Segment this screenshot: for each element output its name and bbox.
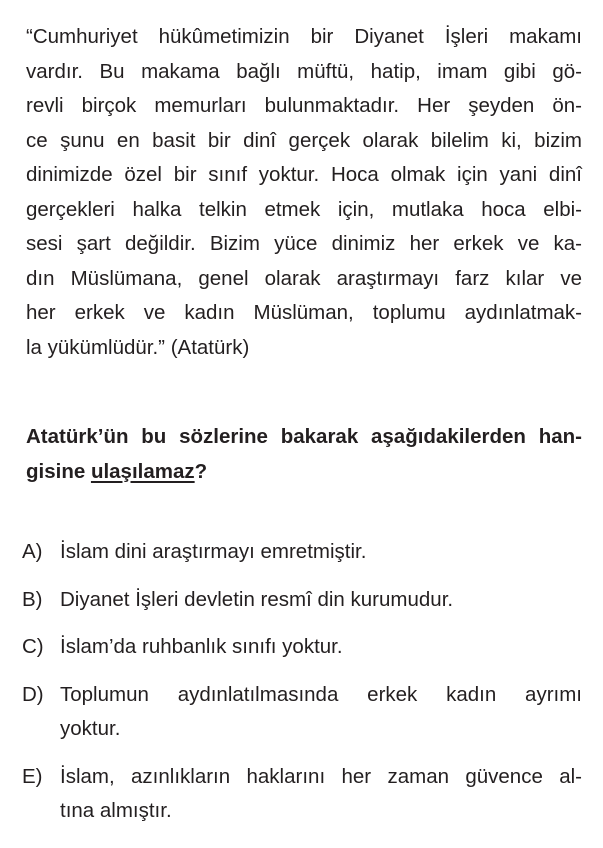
- option-e[interactable]: [22, 760, 582, 829]
- option-line: yoktur.: [60, 717, 121, 740]
- option-text: [60, 535, 582, 570]
- option-b[interactable]: [22, 583, 582, 618]
- quote-line: ce şunu en basit bir dinî gerçek olarak bilelim ki, bizim: [26, 128, 582, 152]
- option-letter: C): [22, 635, 44, 658]
- quote-line: vardır. Bu makama bağlı müftü, hatip, imam gibi gö-: [26, 59, 582, 83]
- option-text: [60, 760, 582, 829]
- question-mark: ?: [194, 459, 208, 483]
- option-text: [60, 630, 582, 665]
- question-stem: [26, 420, 582, 489]
- quote-line: revli birçok memurları bulunmaktadır. Her şeyden ön-: [26, 94, 582, 117]
- quote-line: la yükümlüdür.” (Atatürk): [26, 335, 250, 359]
- option-letter: B): [22, 587, 43, 611]
- option-line: Toplumun aydınlatılmasında erkek kadın ayrımı: [60, 682, 582, 706]
- option-text: [60, 583, 582, 618]
- option-letter: D): [22, 682, 44, 706]
- option-line: Diyanet İşleri devletin resmî din kurumudur.: [60, 587, 454, 611]
- option-c[interactable]: [22, 630, 582, 665]
- question-line: [26, 455, 582, 490]
- negative-keyword: ulaşılamaz: [90, 459, 195, 483]
- option-letter: E): [22, 764, 43, 788]
- option-line: tına almıştır.: [60, 799, 172, 822]
- ataturk-quote: [26, 20, 582, 365]
- option-a[interactable]: [22, 535, 582, 570]
- quote-line: her erkek ve kadın Müslüman, toplumu aydınlatmak-: [26, 301, 582, 324]
- quote-line: sesi şart değildir. Bizim yüce dinimiz her erkek ve ka-: [26, 232, 582, 255]
- option-d[interactable]: [22, 678, 582, 747]
- option-line: İslam’da ruhbanlık sınıfı yoktur.: [60, 635, 343, 658]
- option-line: İslam dini araştırmayı emretmiştir.: [60, 540, 367, 563]
- quote-line: dın Müslümana, genel olarak araştırmayı farz kılar ve: [26, 266, 582, 290]
- quote-line: dinimizde özel bir sınıf yoktur. Hoca olmak için yani dinî: [26, 163, 582, 186]
- question-text: gisine: [26, 459, 91, 483]
- option-letter: A): [22, 540, 43, 563]
- option-text: [60, 678, 582, 747]
- quote-line: gerçekleri halka telkin etmek için, mutlaka hoca elbi-: [26, 197, 582, 221]
- option-line: İslam, azınlıkların haklarını her zaman güvence al-: [60, 764, 582, 788]
- answer-options: [22, 535, 582, 842]
- quote-line: “Cumhuriyet hükûmetimizin bir Diyanet İşleri makamı: [26, 25, 582, 48]
- question-line: Atatürk’ün bu sözlerine bakarak aşağıdakilerden han-: [26, 425, 582, 448]
